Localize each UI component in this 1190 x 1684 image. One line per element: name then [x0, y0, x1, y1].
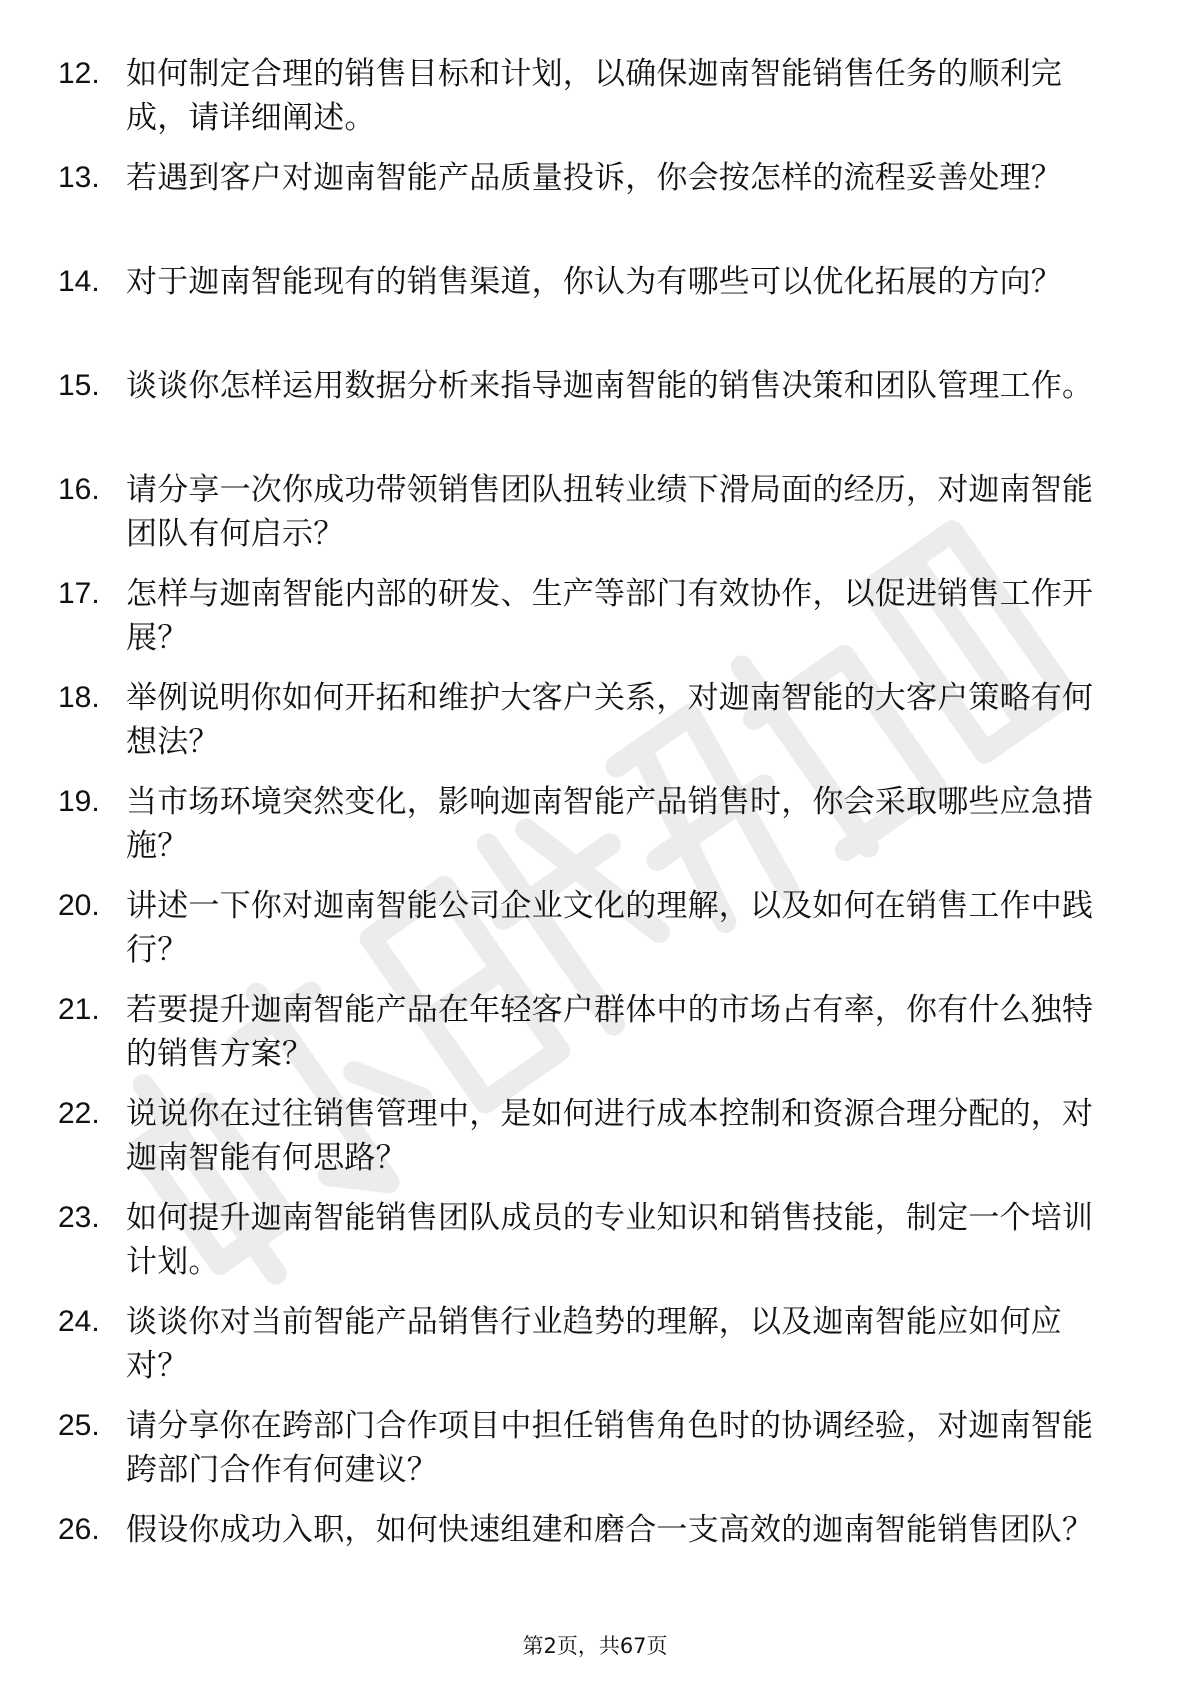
list-item	[58, 1404, 1118, 1508]
question-text: 对于迦南智能现有的销售渠道，你认为有哪些可以优化拓展的方向？	[126, 264, 1062, 300]
list-item	[58, 156, 1118, 260]
list-item	[58, 884, 1118, 988]
question-number: 16.	[58, 473, 100, 506]
question-number: 18.	[58, 681, 100, 714]
question-text: 如何提升迦南智能销售团队成员的专业知识和销售技能，制定一个培训计划。	[126, 1200, 1094, 1280]
question-number: 12.	[58, 57, 100, 90]
question-text: 假设你成功入职，如何快速组建和磨合一支高效的迦南智能销售团队？	[126, 1512, 1094, 1548]
question-number: 22.	[58, 1097, 100, 1130]
question-text: 若要提升迦南智能产品在年轻客户群体中的市场占有率，你有什么独特的销售方案？	[126, 992, 1094, 1072]
question-text: 若遇到客户对迦南智能产品质量投诉，你会按怎样的流程妥善处理？	[126, 160, 1062, 196]
question-list	[58, 52, 1118, 1612]
list-item	[58, 1300, 1118, 1404]
question-text: 当市场环境突然变化，影响迦南智能产品销售时，你会采取哪些应急措施？	[126, 784, 1094, 864]
question-number: 21.	[58, 993, 100, 1026]
question-number: 15.	[58, 369, 100, 402]
question-number: 26.	[58, 1513, 100, 1546]
question-number: 17.	[58, 577, 100, 610]
question-text: 如何制定合理的销售目标和计划，以确保迦南智能销售任务的顺利完成，请详细阐述。	[126, 56, 1062, 136]
question-text: 讲述一下你对迦南智能公司企业文化的理解，以及如何在销售工作中践行？	[126, 888, 1094, 968]
question-text: 举例说明你如何开拓和维护大客户关系，对迦南智能的大客户策略有何想法？	[126, 680, 1094, 760]
question-number: 14.	[58, 265, 100, 298]
list-item	[58, 676, 1118, 780]
question-text: 谈谈你对当前智能产品销售行业趋势的理解，以及迦南智能应如何应对？	[126, 1304, 1062, 1384]
list-item	[58, 260, 1118, 364]
question-number: 20.	[58, 889, 100, 922]
question-text: 请分享你在跨部门合作项目中担任销售角色时的协调经验，对迦南智能跨部门合作有何建议？	[126, 1408, 1094, 1488]
question-text: 说说你在过往销售管理中，是如何进行成本控制和资源合理分配的，对迦南智能有何思路？	[126, 1096, 1094, 1176]
question-text: 谈谈你怎样运用数据分析来指导迦南智能的销售决策和团队管理工作。	[126, 368, 1094, 404]
list-item	[58, 1092, 1118, 1196]
page-footer: 第2页，共67页	[522, 1634, 668, 1658]
question-number: 13.	[58, 161, 100, 194]
question-text: 怎样与迦南智能内部的研发、生产等部门有效协作，以促进销售工作开展？	[126, 576, 1094, 656]
question-text: 请分享一次你成功带领销售团队扭转业绩下滑局面的经历，对迦南智能团队有何启示？	[126, 472, 1094, 552]
list-item	[58, 780, 1118, 884]
list-item	[58, 52, 1118, 156]
question-number: 23.	[58, 1201, 100, 1234]
list-item	[58, 1508, 1118, 1612]
question-number: 24.	[58, 1305, 100, 1338]
list-item	[58, 468, 1118, 572]
list-item	[58, 364, 1118, 468]
list-item	[58, 1196, 1118, 1300]
list-item	[58, 572, 1118, 676]
list-item	[58, 988, 1118, 1092]
question-number: 25.	[58, 1409, 100, 1442]
question-number: 19.	[58, 785, 100, 818]
